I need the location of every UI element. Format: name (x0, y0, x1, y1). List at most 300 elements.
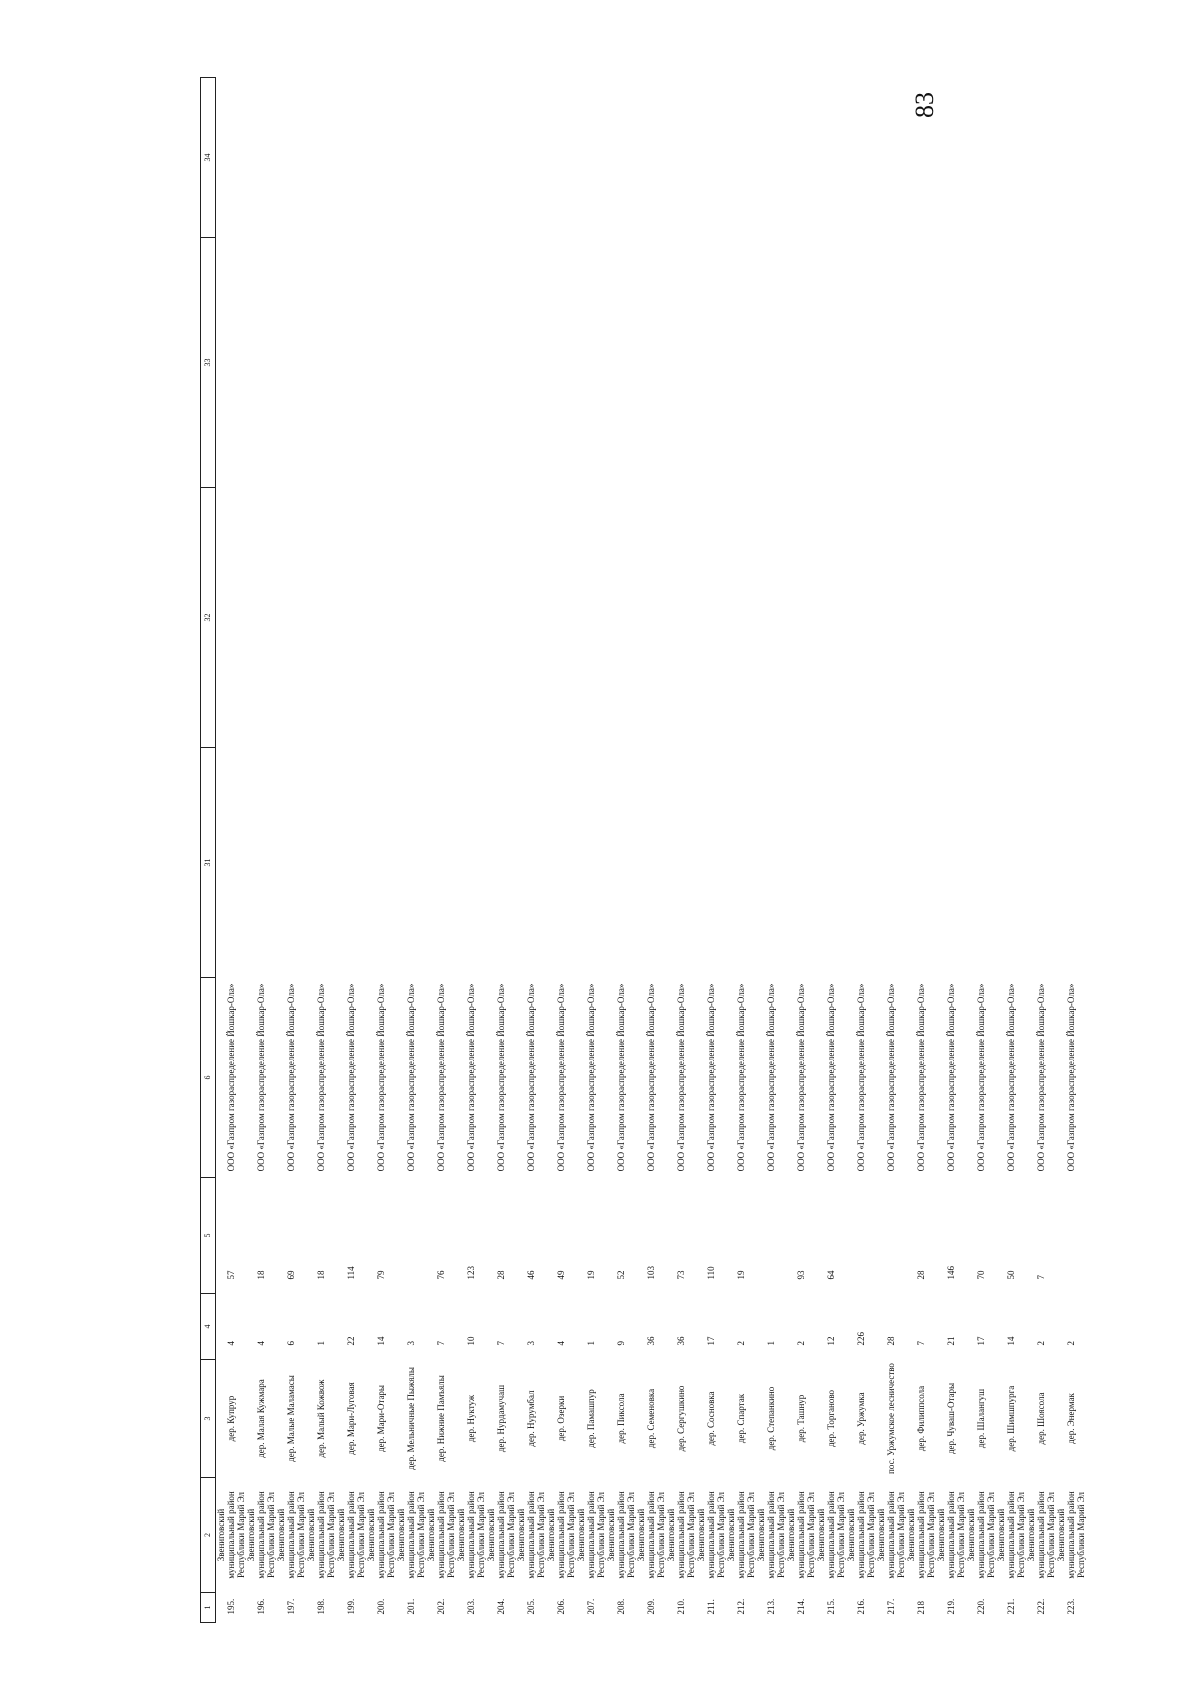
empty-cell (636, 238, 666, 488)
locality-cell: дер. Энермак (1066, 1393, 1076, 1444)
empty-cell (306, 238, 336, 488)
locality-cell: дер. Нуктуж (466, 1394, 476, 1443)
column-4-value: 14 (376, 1336, 386, 1346)
row-number: 202. (436, 1598, 446, 1615)
column-4-value: 2 (736, 1341, 746, 1346)
locality-cell: дер. Ташнур (796, 1394, 806, 1443)
locality-cell: дер. Уржумка (856, 1392, 866, 1445)
operator-cell: ООО «Газпром газораспределение Йошкар-Ола» (976, 983, 986, 1172)
empty-cell (1026, 238, 1056, 488)
locality-cell: дер. Семеновка (646, 1388, 656, 1449)
empty-cell (936, 78, 966, 238)
empty-cell (396, 238, 426, 488)
row-number: 205. (526, 1598, 536, 1615)
column-header-6: 6 (201, 978, 216, 1178)
empty-cell (996, 488, 1026, 748)
locality-cell: дер. Филиппсола (916, 1385, 926, 1452)
table-row (846, 78, 876, 1623)
locality-cell: пос. Уржумское лесничество (886, 1363, 896, 1474)
district-cell: Звениговский муниципальный район Республики Марий Эл (876, 1491, 906, 1579)
district-cell: Звениговский муниципальный район Республики Марий Эл (216, 1491, 246, 1579)
column-4-value: 17 (706, 1336, 716, 1346)
operator-cell: ООО «Газпром газораспределение Йошкар-Ола» (916, 983, 926, 1172)
district-cell: Звениговский муниципальный район Республики Марий Эл (606, 1491, 636, 1579)
empty-cell (966, 238, 996, 488)
locality-cell: дер. Сосновка (706, 1391, 716, 1446)
column-4-value: 1 (766, 1341, 776, 1346)
table-row (516, 78, 546, 1623)
column-5-value (1056, 1178, 1086, 1294)
empty-cell (756, 78, 786, 238)
empty-cell (336, 748, 366, 978)
column-5-value: 7 (1036, 1275, 1046, 1280)
empty-cell (1026, 488, 1056, 748)
empty-cell (906, 78, 936, 238)
column-5-value (756, 1178, 786, 1294)
table-row (576, 78, 606, 1623)
operator-cell: ООО «Газпром газораспределение Йошкар-Ола» (526, 983, 536, 1172)
column-4-value: 36 (646, 1336, 656, 1346)
operator-cell: ООО «Газпром газораспределение Йошкар-Ола» (226, 983, 236, 1172)
empty-cell (516, 488, 546, 748)
empty-cell (606, 488, 636, 748)
empty-cell (996, 748, 1026, 978)
row-number: 208. (616, 1598, 626, 1615)
locality-cell: дер. Озерки (556, 1395, 566, 1442)
operator-cell: ООО «Газпром газораспределение Йошкар-Ола» (286, 983, 296, 1172)
empty-cell (546, 488, 576, 748)
empty-cell (216, 488, 247, 748)
column-5-value: 19 (586, 1270, 596, 1280)
column-5-value: 76 (436, 1270, 446, 1280)
empty-cell (816, 488, 846, 748)
operator-cell: ООО «Газпром газораспределение Йошкар-Ола» (466, 983, 476, 1172)
column-5-value: 103 (646, 1266, 656, 1280)
table-row (756, 78, 786, 1623)
column-4-value: 4 (256, 1341, 266, 1346)
empty-cell (486, 238, 516, 488)
empty-cell (996, 78, 1026, 238)
empty-cell (396, 748, 426, 978)
empty-cell (546, 78, 576, 238)
locality-cell: дер. Купрур (226, 1395, 236, 1442)
operator-cell: ООО «Газпром газораспределение Йошкар-Ола» (1006, 983, 1016, 1172)
table-row (606, 78, 636, 1623)
table-row (486, 78, 516, 1623)
rotated-table-container (200, 78, 1200, 1623)
empty-cell (426, 238, 456, 488)
empty-cell (906, 488, 936, 748)
empty-cell (546, 748, 576, 978)
column-5-value: 19 (736, 1270, 746, 1280)
empty-cell (726, 238, 756, 488)
column-5-value: 79 (376, 1270, 386, 1280)
empty-cell (936, 488, 966, 748)
operator-cell: ООО «Газпром газораспределение Йошкар-Ола» (676, 983, 686, 1172)
column-4-value: 6 (286, 1341, 296, 1346)
table-row (666, 78, 696, 1623)
column-4-value: 28 (886, 1336, 896, 1346)
column-5-value: 69 (286, 1270, 296, 1280)
column-header-31: 31 (201, 748, 216, 978)
operator-cell: ООО «Газпром газораспределение Йошкар-Ола» (376, 983, 386, 1172)
column-4-value: 226 (856, 1332, 866, 1346)
district-cell: Звениговский муниципальный район Республики Марий Эл (276, 1491, 306, 1579)
table-row (396, 78, 426, 1623)
district-cell: Звениговский муниципальный район Республики Марий Эл (726, 1491, 756, 1579)
locality-cell: дер. Нижние Памъялы (436, 1375, 446, 1462)
empty-cell (276, 488, 306, 748)
table-row (276, 78, 306, 1623)
district-cell: Звениговский муниципальный район Республики Марий Эл (246, 1491, 276, 1579)
empty-cell (336, 488, 366, 748)
table-row (366, 78, 396, 1623)
operator-cell: ООО «Газпром газораспределение Йошкар-Ола» (556, 983, 566, 1172)
table-row (1056, 78, 1086, 1623)
district-cell: Звениговский муниципальный район Республики Марий Эл (636, 1491, 666, 1579)
column-5-value: 57 (226, 1270, 236, 1280)
row-number: 219. (946, 1598, 956, 1615)
table-row (726, 78, 756, 1623)
empty-cell (786, 748, 816, 978)
empty-cell (666, 78, 696, 238)
operator-cell: ООО «Газпром газораспределение Йошкар-Ола» (616, 983, 626, 1172)
column-4-value: 2 (1036, 1341, 1046, 1346)
empty-cell (876, 78, 906, 238)
locality-cell: дер. Пиксола (616, 1393, 626, 1444)
operator-cell: ООО «Газпром газораспределение Йошкар-Ола» (346, 983, 356, 1172)
empty-cell (636, 748, 666, 978)
district-cell: Звениговский муниципальный район Республики Марий Эл (906, 1491, 936, 1579)
locality-cell: дер. Памашпур (586, 1389, 596, 1448)
table-row (336, 78, 366, 1623)
table-row (936, 78, 966, 1623)
table-row (636, 78, 666, 1623)
operator-cell: ООО «Газпром газораспределение Йошкар-Ола» (496, 983, 506, 1172)
empty-cell (516, 238, 546, 488)
empty-cell (846, 78, 876, 238)
column-header-34: 34 (201, 78, 216, 238)
empty-cell (426, 78, 456, 238)
empty-cell (606, 78, 636, 238)
empty-cell (366, 488, 396, 748)
locality-cell: дер. Шоясола (1036, 1392, 1046, 1445)
table-row (696, 78, 726, 1623)
locality-cell: дер. Малые Маламасы (286, 1375, 296, 1462)
empty-cell (306, 78, 336, 238)
row-number: 214. (796, 1598, 806, 1615)
table-row (996, 78, 1026, 1623)
column-4-value: 2 (796, 1341, 806, 1346)
empty-cell (336, 238, 366, 488)
empty-cell (876, 238, 906, 488)
empty-cell (876, 748, 906, 978)
row-number: 221. (1006, 1598, 1016, 1615)
empty-cell (306, 488, 336, 748)
empty-cell (906, 238, 936, 488)
table-row (216, 78, 247, 1623)
empty-cell (246, 488, 276, 748)
column-4-value: 10 (466, 1336, 476, 1346)
operator-cell: ООО «Газпром газораспределение Йошкар-Ола» (706, 983, 716, 1172)
column-5-value: 73 (676, 1270, 686, 1280)
district-cell: Звениговский муниципальный район Республики Марий Эл (816, 1491, 846, 1579)
district-cell: Звениговский муниципальный район Республики Марий Эл (846, 1491, 876, 1579)
column-5-value: 49 (556, 1270, 566, 1280)
row-number: 196. (256, 1598, 266, 1615)
row-number: 206. (556, 1598, 566, 1615)
column-5-value (846, 1178, 876, 1294)
operator-cell: ООО «Газпром газораспределение Йошкар-Ола» (436, 983, 446, 1172)
operator-cell: ООО «Газпром газораспределение Йошкар-Ола» (646, 983, 656, 1172)
empty-cell (486, 78, 516, 238)
empty-cell (636, 488, 666, 748)
empty-cell (486, 748, 516, 978)
column-4-value: 2 (1066, 1341, 1076, 1346)
empty-cell (666, 238, 696, 488)
district-cell: Звениговский муниципальный район Республики Марий Эл (756, 1491, 786, 1579)
empty-cell (816, 78, 846, 238)
district-cell: Звениговский муниципальный район Республики Марий Эл (516, 1491, 546, 1579)
column-5-value: 18 (256, 1270, 266, 1280)
row-number: 210. (676, 1598, 686, 1615)
district-cell: Звениговский муниципальный район Республики Марий Эл (366, 1491, 396, 1579)
district-cell: Звениговский муниципальный район Республики Марий Эл (546, 1491, 576, 1579)
empty-cell (876, 488, 906, 748)
column-5-value: 28 (496, 1270, 506, 1280)
column-5-value: 93 (796, 1270, 806, 1280)
row-number: 217. (886, 1598, 896, 1615)
district-cell: Звениговский муниципальный район Республики Марий Эл (696, 1491, 726, 1579)
column-header-3: 3 (201, 1360, 216, 1478)
empty-cell (846, 488, 876, 748)
row-number: 215. (826, 1598, 836, 1615)
empty-cell (966, 488, 996, 748)
operator-cell: ООО «Газпром газораспределение Йошкар-Ола» (946, 983, 956, 1172)
column-5-value: 110 (706, 1266, 716, 1280)
column-header-32: 32 (201, 488, 216, 748)
row-number: 198. (316, 1598, 326, 1615)
empty-cell (936, 748, 966, 978)
column-header-5: 5 (201, 1178, 216, 1294)
row-number: 211. (706, 1599, 716, 1615)
empty-cell (786, 78, 816, 238)
row-number: 207. (586, 1598, 596, 1615)
district-cell: Звениговский муниципальный район Республики Марий Эл (426, 1491, 456, 1579)
district-cell: Звениговский муниципальный район Республики Марий Эл (786, 1491, 816, 1579)
table-row (1026, 78, 1056, 1623)
table-row (876, 78, 906, 1623)
table-row (246, 78, 276, 1623)
locality-cell: дер. Сергушкино (676, 1385, 686, 1452)
row-number: 209. (646, 1598, 656, 1615)
row-number: 213. (766, 1598, 776, 1615)
column-4-value: 4 (556, 1341, 566, 1346)
empty-cell (246, 78, 276, 238)
district-cell: Звениговский муниципальный район Республики Марий Эл (1056, 1491, 1086, 1579)
district-cell: Звениговский муниципальный район Республики Марий Эл (666, 1491, 696, 1579)
operator-cell: ООО «Газпром газораспределение Йошкар-Ола» (856, 983, 866, 1172)
district-cell: Звениговский муниципальный район Республики Марий Эл (306, 1491, 336, 1579)
district-cell: Звениговский муниципальный район Республики Марий Эл (396, 1491, 426, 1579)
empty-cell (426, 488, 456, 748)
column-header-33: 33 (201, 238, 216, 488)
column-5-value: 18 (316, 1270, 326, 1280)
empty-cell (216, 748, 247, 978)
empty-cell (726, 748, 756, 978)
empty-cell (906, 748, 936, 978)
operator-cell: ООО «Газпром газораспределение Йошкар-Ола» (766, 983, 776, 1172)
empty-cell (426, 748, 456, 978)
operator-cell: ООО «Газпром газораспределение Йошкар-Ола» (406, 983, 416, 1172)
operator-cell: ООО «Газпром газораспределение Йошкар-Ола» (886, 983, 896, 1172)
column-4-value: 4 (226, 1341, 236, 1346)
empty-cell (456, 238, 486, 488)
empty-cell (846, 748, 876, 978)
column-5-value: 50 (1006, 1270, 1016, 1280)
empty-cell (366, 238, 396, 488)
empty-cell (606, 238, 636, 488)
district-cell: Звениговский муниципальный район Республики Марий Эл (996, 1491, 1026, 1579)
column-4-value: 7 (496, 1341, 506, 1346)
empty-cell (366, 78, 396, 238)
empty-cell (576, 488, 606, 748)
column-header-4: 4 (201, 1294, 216, 1360)
empty-cell (516, 748, 546, 978)
locality-cell: дер. Торганово (826, 1389, 836, 1448)
locality-cell: дер. Мельничные Пыжялы (406, 1367, 416, 1470)
column-4-value: 1 (316, 1341, 326, 1346)
empty-cell (576, 748, 606, 978)
row-number: 195. (226, 1598, 236, 1615)
empty-cell (996, 238, 1026, 488)
column-4-value: 1 (586, 1341, 596, 1346)
column-header-1: 1 (201, 1593, 216, 1623)
table-body (216, 78, 1087, 1623)
empty-cell (576, 238, 606, 488)
empty-cell (1056, 488, 1086, 748)
empty-cell (696, 78, 726, 238)
empty-cell (216, 238, 247, 488)
empty-cell (396, 488, 426, 748)
empty-cell (696, 238, 726, 488)
empty-cell (456, 488, 486, 748)
column-5-value (396, 1178, 426, 1294)
empty-cell (576, 78, 606, 238)
column-4-value: 7 (916, 1341, 926, 1346)
row-number: 203. (466, 1598, 476, 1615)
row-number: 212. (736, 1598, 746, 1615)
district-cell: Звениговский муниципальный район Республики Марий Эл (1026, 1491, 1056, 1579)
empty-cell (786, 238, 816, 488)
locality-cell: дер. Нурумбал (526, 1390, 536, 1447)
empty-cell (816, 748, 846, 978)
empty-cell (516, 78, 546, 238)
district-cell: Звениговский муниципальный район Республики Марий Эл (966, 1491, 996, 1579)
district-cell: Звениговский муниципальный район Республики Марий Эл (486, 1491, 516, 1579)
operator-cell: ООО «Газпром газораспределение Йошкар-Ола» (796, 983, 806, 1172)
empty-cell (726, 78, 756, 238)
column-4-value: 21 (946, 1336, 956, 1346)
operator-cell: ООО «Газпром газораспределение Йошкар-Ола» (1036, 983, 1046, 1172)
row-number: 216. (856, 1598, 866, 1615)
column-4-value: 17 (976, 1336, 986, 1346)
locality-cell: дер. Нурдамучаш (496, 1384, 506, 1453)
table-row (306, 78, 336, 1623)
column-4-value: 3 (406, 1341, 416, 1346)
gas-distribution-table (200, 77, 1086, 1623)
page-number: 83 (910, 92, 939, 118)
empty-cell (1026, 748, 1056, 978)
table-row (816, 78, 846, 1623)
district-cell: Звениговский муниципальный район Республики Марий Эл (456, 1491, 486, 1579)
column-4-value: 7 (436, 1341, 446, 1346)
empty-cell (1056, 748, 1086, 978)
column-4-value: 12 (826, 1336, 836, 1346)
empty-cell (246, 238, 276, 488)
column-4-value: 14 (1006, 1336, 1016, 1346)
empty-cell (456, 78, 486, 238)
empty-cell (726, 488, 756, 748)
empty-cell (696, 488, 726, 748)
table-row (906, 78, 936, 1623)
locality-cell: дер. Чуваш-Отары (946, 1382, 956, 1455)
row-number: 223. (1066, 1598, 1076, 1615)
operator-cell: ООО «Газпром газораспределение Йошкар-Ола» (1066, 983, 1076, 1172)
empty-cell (966, 78, 996, 238)
row-number: 220. (976, 1598, 986, 1615)
column-5-value: 70 (976, 1270, 986, 1280)
empty-cell (756, 238, 786, 488)
column-5-value: 46 (526, 1270, 536, 1280)
table-row (786, 78, 816, 1623)
empty-cell (786, 488, 816, 748)
empty-cell (366, 748, 396, 978)
empty-cell (1056, 78, 1086, 238)
column-4-value: 3 (526, 1341, 536, 1346)
empty-cell (456, 748, 486, 978)
table-row (456, 78, 486, 1623)
locality-cell: дер. Мари-Луговая (346, 1382, 356, 1455)
row-number: 199. (346, 1598, 356, 1615)
empty-cell (276, 238, 306, 488)
row-number: 204. (496, 1598, 506, 1615)
empty-cell (546, 238, 576, 488)
operator-cell: ООО «Газпром газораспределение Йошкар-Ола» (736, 983, 746, 1172)
empty-cell (756, 748, 786, 978)
empty-cell (696, 748, 726, 978)
empty-cell (636, 78, 666, 238)
locality-cell: дер. Шимшпурга (1006, 1385, 1016, 1452)
table-row (546, 78, 576, 1623)
locality-cell: дер. Малая Кужмара (256, 1379, 266, 1458)
operator-cell: ООО «Газпром газораспределение Йошкар-Ола» (316, 983, 326, 1172)
row-number: 200. (376, 1598, 386, 1615)
operator-cell: ООО «Газпром газораспределение Йошкар-Ола» (256, 983, 266, 1172)
locality-cell: дер. Шалангуш (976, 1388, 986, 1449)
column-5-value (876, 1178, 906, 1294)
empty-cell (756, 488, 786, 748)
row-number: 197. (286, 1598, 296, 1615)
column-4-value: 22 (346, 1336, 356, 1346)
column-4-value: 9 (616, 1341, 626, 1346)
table-row (966, 78, 996, 1623)
column-5-value: 64 (826, 1270, 836, 1280)
empty-cell (966, 748, 996, 978)
empty-cell (936, 238, 966, 488)
operator-cell: ООО «Газпром газораспределение Йошкар-Ола» (826, 983, 836, 1172)
empty-cell (1056, 238, 1086, 488)
